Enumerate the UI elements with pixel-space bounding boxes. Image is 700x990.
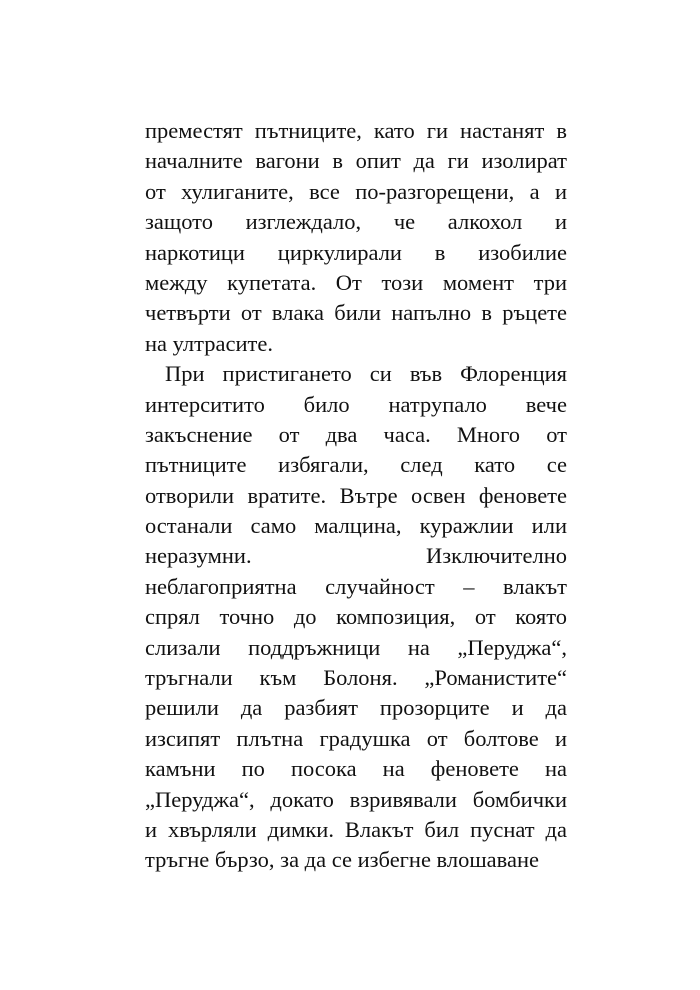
body-text	[145, 116, 567, 876]
text-line: останали само малцина, куражлии или	[145, 513, 567, 539]
text-line: от хулиганите, все по-разгорещени, а и	[145, 178, 567, 204]
text-line: началните вагони в опит да ги изолират	[145, 148, 567, 174]
text-line: спрял точно до композиция, от която	[145, 604, 567, 630]
text-line: интерситито било натрупало вече	[145, 391, 567, 417]
text-line: тръгне бързо, за да се избегне влошаване	[145, 847, 540, 873]
text-line: „Перуджа“, докато взривявали бомбички	[145, 786, 567, 812]
text-line: неблагоприятна случайност – влакът	[145, 573, 567, 599]
text-line: решили да разбият прозорците и да	[145, 695, 567, 721]
text-line: между купетата. От този момент три	[145, 269, 567, 295]
text-line: неразумни. Изключително	[145, 543, 567, 569]
paragraph-start-line: При пристигането си във Флоренция	[165, 361, 567, 387]
text-line: наркотици циркулирали в изобилие	[145, 239, 567, 265]
text-line: преместят пътниците, като ги настанят в	[145, 118, 567, 143]
text-line: камъни по посока на феновете на	[145, 756, 567, 782]
text-line: закъснение от два часа. Много от	[145, 421, 567, 447]
text-line: четвърти от влака били напълно в ръцете	[145, 300, 567, 326]
text-line: защото изглеждало, че алкохол и	[145, 209, 567, 235]
text-line: и хвърляли димки. Влакът бил пуснат да	[145, 816, 567, 842]
text-line: изсипят плътна градушка от болтове и	[145, 725, 567, 751]
text-line: отворили вратите. Вътре освен феновете	[145, 482, 567, 508]
text-line: пътниците избягали, след като се	[145, 452, 567, 478]
text-line: тръгнали към Болоня. „Романистите“	[145, 665, 567, 691]
text-line: слизали поддръжници на „Перуджа“,	[145, 634, 567, 660]
text-line: на ултрасите.	[145, 330, 273, 356]
